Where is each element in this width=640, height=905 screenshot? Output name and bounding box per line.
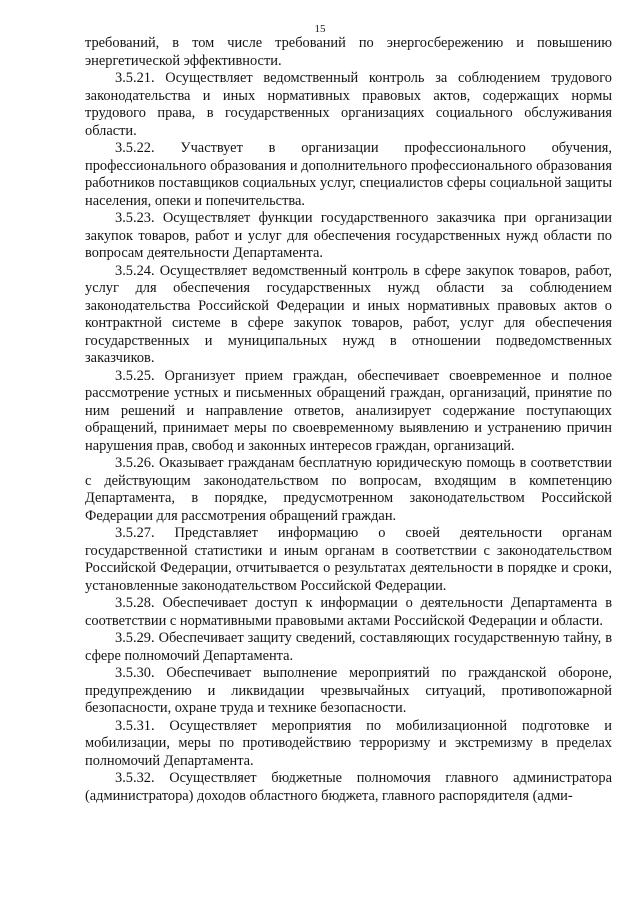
paragraph-3-5-26: 3.5.26. Оказывает гражданам бесплатную юридическую помощь в соответствии с действующим законодательством по вопросам, входящим в компетенцию Департамента, в порядке, предусмотренном законодательством Российской Федерации для рассмотрения обращений граждан. bbox=[85, 455, 612, 524]
paragraph-3-5-23: 3.5.23. Осуществляет функции государственного заказчика при организации закупок товаров, работ и услуг для обеспечения государственных нужд области по вопросам деятельности Департамента. bbox=[85, 210, 612, 261]
paragraph-3-5-31: 3.5.31. Осуществляет мероприятия по мобилизационной подготовке и мобилизации, меры по противодействию терроризму и экстремизму в пределах полномочий Департамента. bbox=[85, 717, 612, 769]
paragraph-3-5-30: 3.5.30. Обеспечивает выполнение мероприятий по гражданской обороне, предупреждению и ликвидации чрезвычайных ситуаций, противопожарной безопасности, охране труда и технике безопасности. bbox=[85, 665, 612, 716]
paragraph-3-5-22: 3.5.22. Участвует в организации профессионального обучения, профессионального образования и дополнительного профессионального образования работников поставщиков социальных услуг, специалистов сферы социальной защиты населения, опеки и попечительства. bbox=[85, 140, 612, 209]
paragraph-3-5-32: 3.5.32. Осуществляет бюджетные полномочия главного администратора (администратора) доходов областного бюджета, главного распорядителя (адми- bbox=[85, 770, 612, 804]
paragraph-3-5-25: 3.5.25. Организует прием граждан, обеспечивает своевременное и полное рассмотрение устных и письменных обращений граждан, организаций, принятие по ним решений и направление ответов, анализирует содержание поступающих обращений, принимает меры по своевременному выявлению и устранению причин нарушения прав, свобод и законных интересов граждан, организаций. bbox=[85, 367, 612, 454]
paragraph-3-5-24: 3.5.24. Осуществляет ведомственный контроль в сфере закупок товаров, работ, услуг для обеспечения государственных нужд области за соблюдением законодательства Российской Федерации и иных нормативных правовых актов о контрактной системе в сфере закупок товаров, работ, услуг для обеспечения государственных и муниципальных нужд в отношении подведомственных заказчиков. bbox=[85, 262, 612, 366]
document-body bbox=[85, 35, 612, 805]
paragraph-3-5-29: 3.5.29. Обеспечивает защиту сведений, составляющих государственную тайну, в сфере полномочий Департамента. bbox=[85, 630, 612, 664]
paragraph-3-5-27: 3.5.27. Представляет информацию о своей деятельности органам государственной статистики и иным органам в соответствии с законодательством Российской Федерации, отчитывается о результатах деятельности в порядке и сроки, установленные законодательством Российской Федерации. bbox=[85, 525, 612, 594]
page-number: 15 bbox=[314, 23, 326, 35]
paragraph-3-5-28: 3.5.28. Обеспечивает доступ к информации о деятельности Департамента в соответствии с нормативными правовыми актами Российской Федерации и области. bbox=[85, 595, 612, 629]
paragraph-continuation: требований, в том числе требований по энергосбережению и повышению энергетической эффективности. bbox=[85, 35, 612, 69]
paragraph-3-5-21: 3.5.21. Осуществляет ведомственный контроль за соблюдением трудового законодательства и иных нормативных правовых актов, содержащих нормы трудового права, в государственных организациях социального обслуживания области. bbox=[85, 70, 612, 139]
